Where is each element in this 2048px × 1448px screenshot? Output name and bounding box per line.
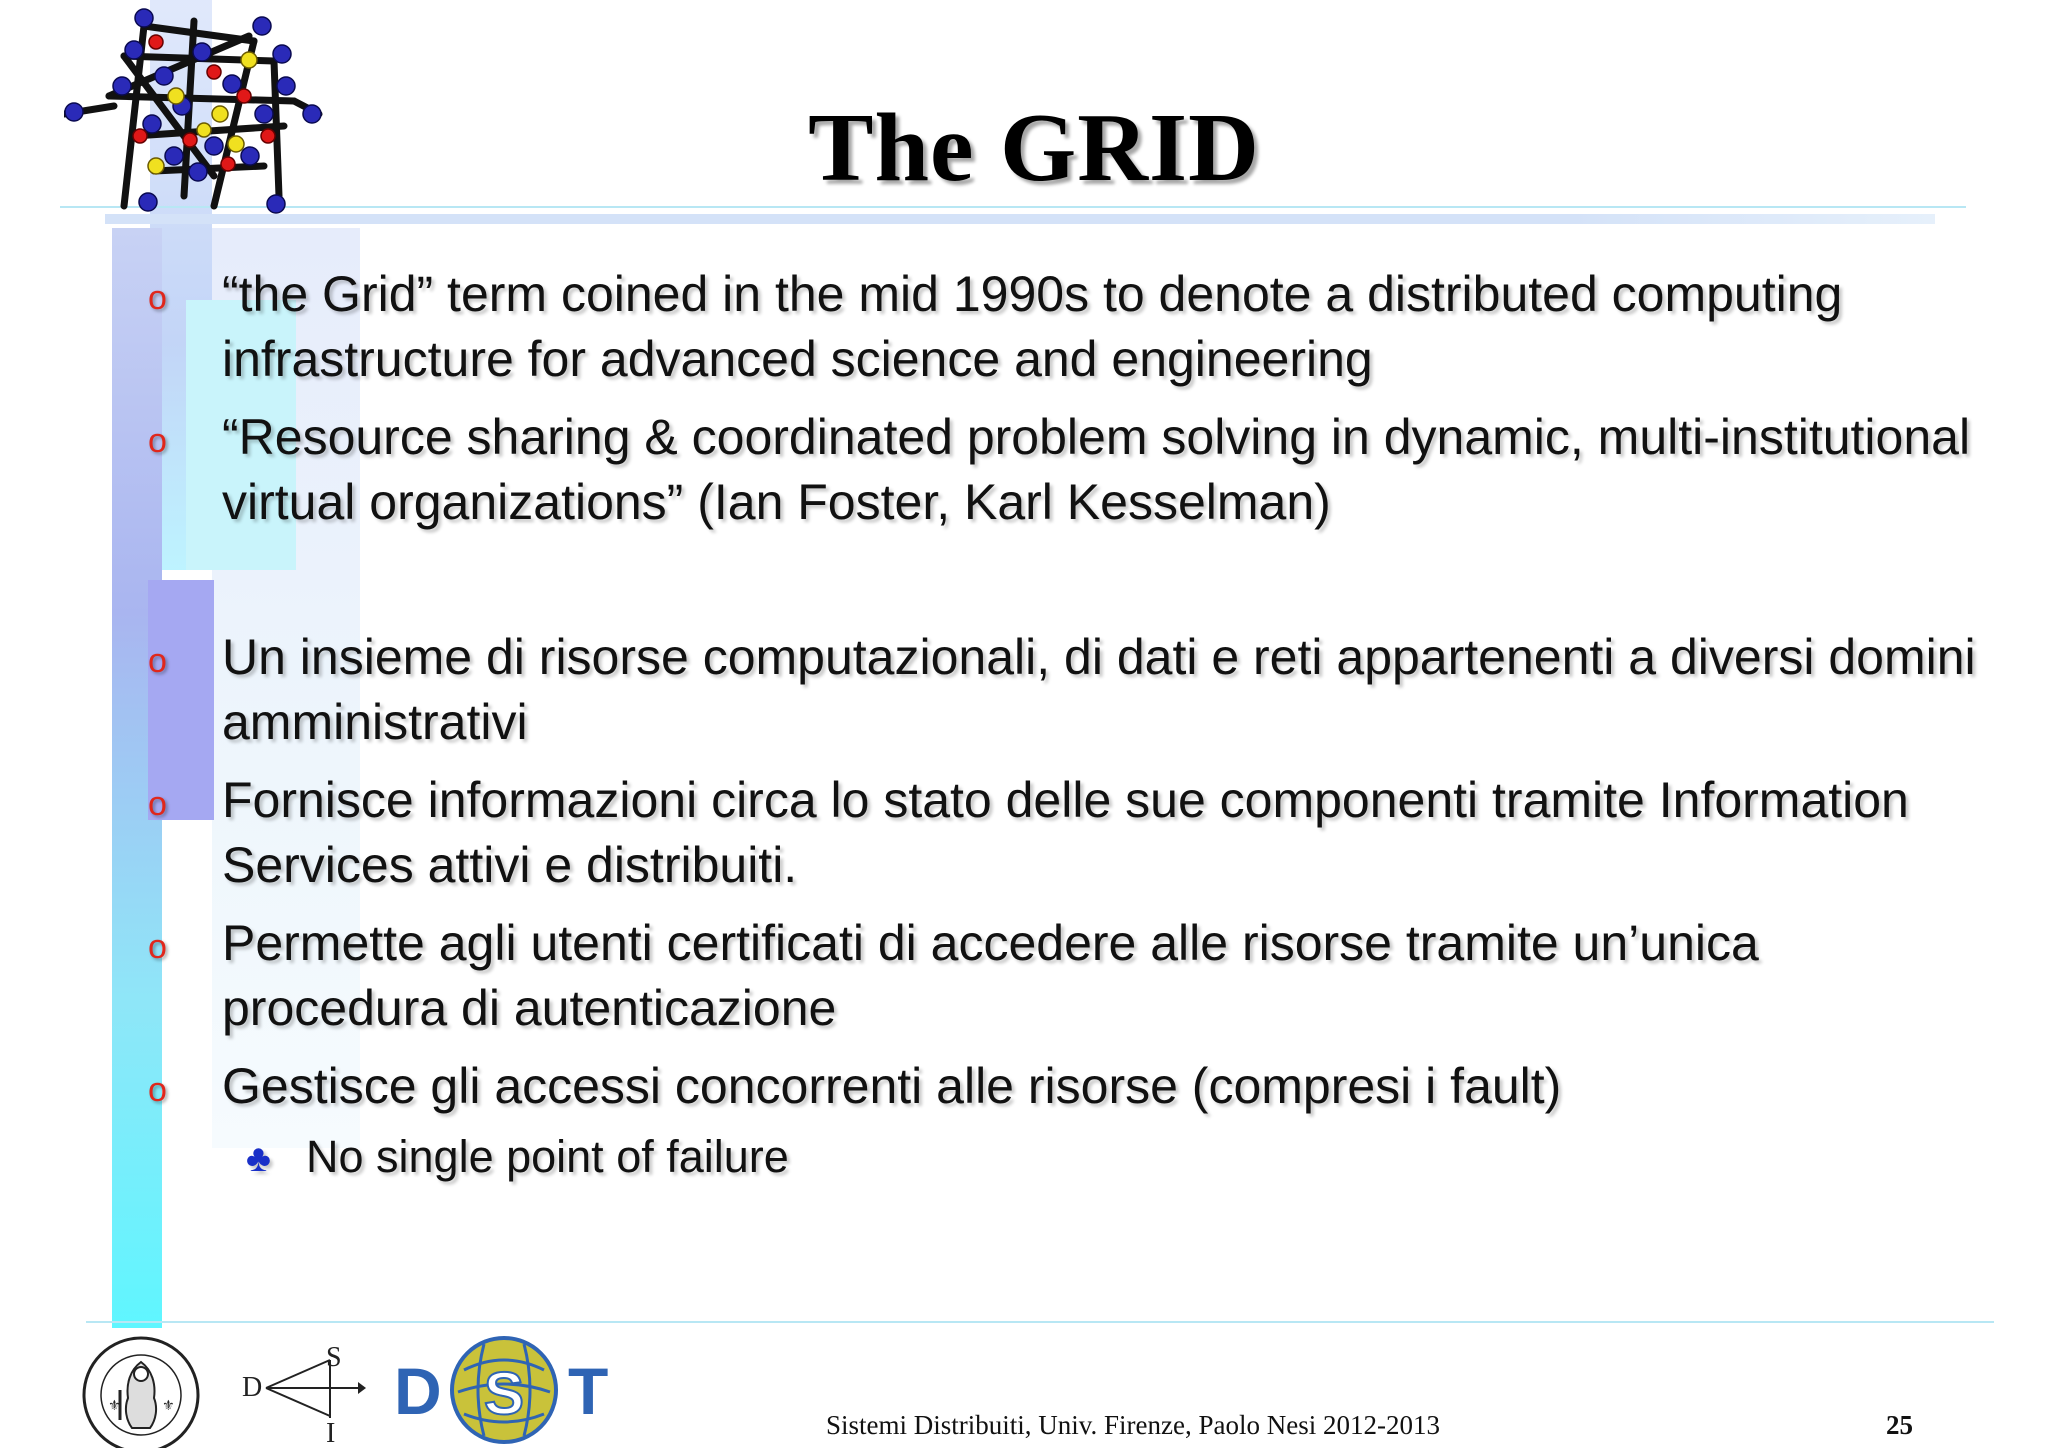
bullet-item <box>148 911 1988 1041</box>
page-number: 25 <box>1886 1410 1913 1440</box>
bullet-marker-icon: o <box>148 642 167 680</box>
bullet-text: Gestisce gli accessi concorrenti alle risorse (compresi i fault) <box>222 1058 1562 1114</box>
bullet-text: Fornisce informazioni circa lo stato delle sue componenti tramite Information Services attivi e distribuiti. <box>222 772 1909 893</box>
svg-text:⚜: ⚜ <box>162 1398 175 1414</box>
university-seal-logo-icon <box>80 1334 202 1448</box>
bullet-marker-icon: o <box>148 422 167 460</box>
footer-credit: Sistemi Distribuiti, Univ. Firenze, Paolo Nesi 2012-2013 <box>826 1410 1440 1440</box>
title-rule <box>60 206 1966 208</box>
slide-title: The GRID <box>808 94 1260 202</box>
dsi-letter-s: S <box>326 1342 342 1373</box>
bullet-marker-icon: o <box>148 1071 167 1109</box>
bullet-marker-icon: o <box>148 279 167 317</box>
dsi-letter-i: I <box>326 1418 336 1444</box>
bullet-item <box>148 405 1988 535</box>
dsi-letter-d: D <box>242 1372 263 1403</box>
disit-letter-t: T <box>568 1354 609 1428</box>
disit-letter-s: S <box>484 1360 525 1427</box>
club-bullet-icon: ♣ <box>246 1138 271 1180</box>
bullet-marker-icon: o <box>148 928 167 966</box>
bullet-item <box>148 768 1988 898</box>
disit-logo-icon <box>392 1330 622 1448</box>
footer-rule <box>86 1321 1994 1323</box>
svg-text:⚜: ⚜ <box>108 1398 121 1414</box>
title-rule-shadow <box>105 214 1935 224</box>
dsi-logo-icon <box>238 1338 368 1444</box>
sub-bullet-text: No single point of failure <box>306 1131 789 1182</box>
bullet-item <box>148 625 1988 755</box>
bullet-text: “the Grid” term coined in the mid 1990s to denote a distributed computing infrastructure for advanced science and engineering <box>222 266 1843 387</box>
bullet-item <box>148 1054 1988 1119</box>
bullet-marker-icon: o <box>148 785 167 823</box>
bullet-text: Permette agli utenti certificati di accedere alle risorse tramite un’unica procedura di autenticazione <box>222 915 1759 1036</box>
bullet-item <box>148 262 1988 392</box>
bullet-text: “Resource sharing & coordinated problem solving in dynamic, multi-institutional virtual organizations” (Ian Foster, Karl Kesselman) <box>222 409 1971 530</box>
bullet-list <box>148 262 1988 1189</box>
bullet-text: Un insieme di risorse computazionali, di dati e reti appartenenti a diversi domini amministrativi <box>222 629 1976 750</box>
sub-bullet-item <box>148 1125 1988 1189</box>
disit-letter-d: D <box>394 1354 442 1428</box>
